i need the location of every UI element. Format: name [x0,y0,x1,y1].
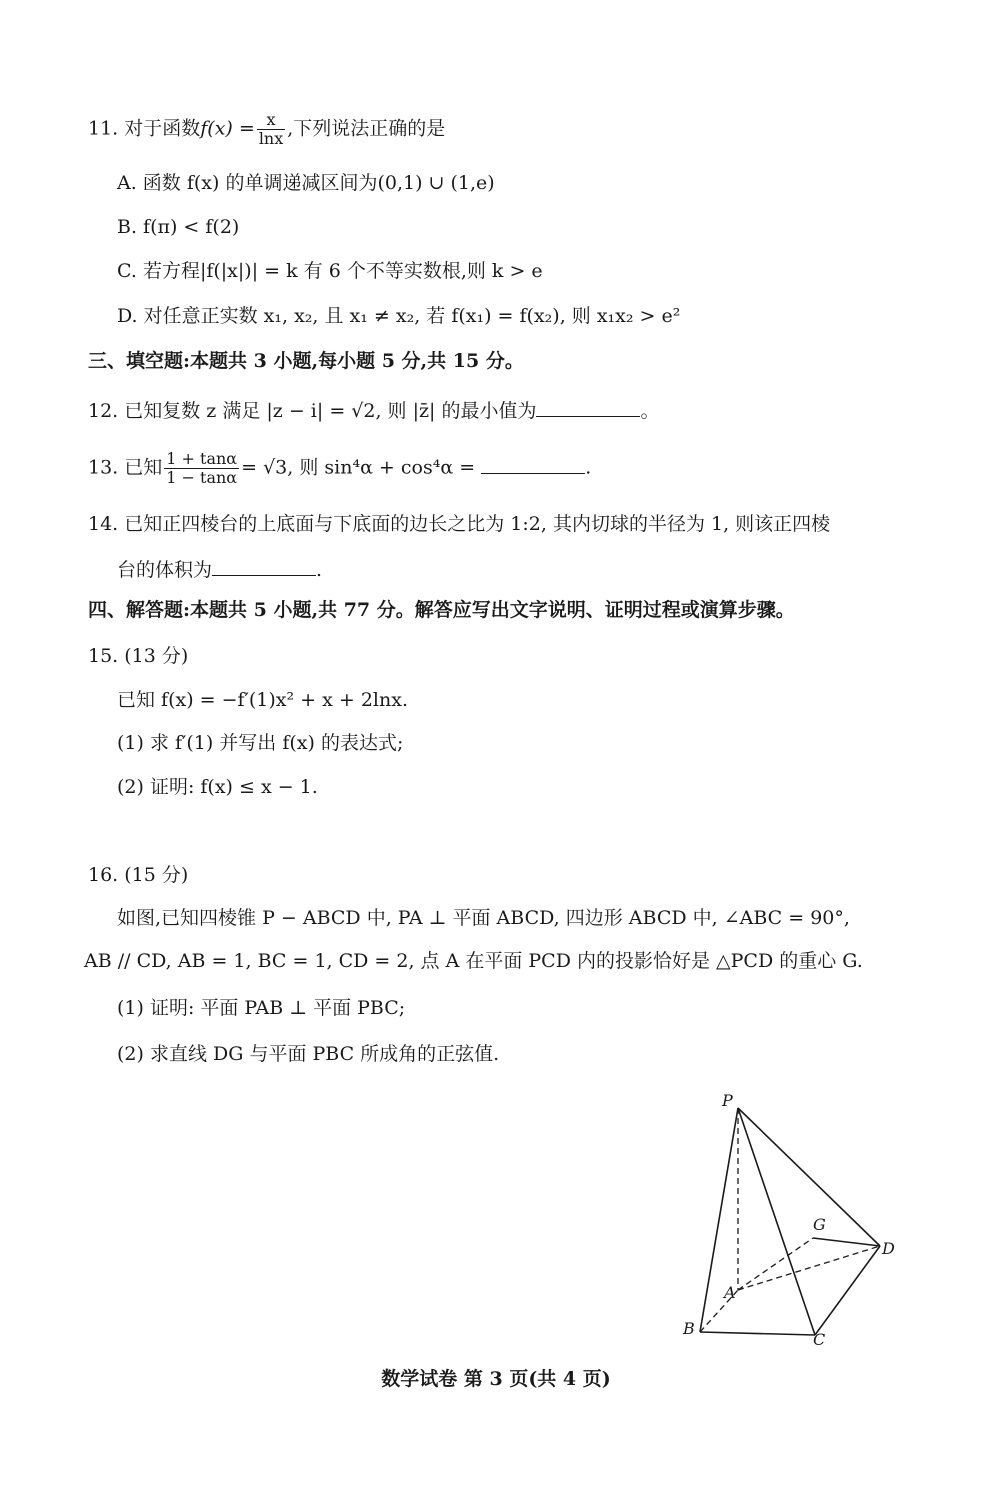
label-p: P [722,1091,733,1110]
q13-frac-num: 1 + tanα [166,449,238,468]
q13-end: . [585,456,592,479]
edge-pd [738,1108,880,1246]
q14-line-1: 14. 已知正四棱台的上底面与下底面的边长之比为 1:2, 其内切球的半径为 1, 则该正四棱 [88,513,831,535]
edge-ad [738,1246,880,1290]
label-g: G [813,1215,826,1234]
q15-head: 15. (13 分) [88,645,189,667]
edge-ag [738,1238,813,1290]
edge-gd [813,1238,880,1246]
q15-part-1: (1) 求 f′(1) 并写出 f(x) 的表达式; [117,732,404,754]
q11-lead: 11. 对于函数 [88,117,201,140]
q11-option-d: D. 对任意正实数 x₁, x₂, 且 x₁ ≠ x₂, 若 f(x₁) = f(x₂), 则 x₁x₂ > e² [117,305,681,327]
q11-option-b: B. f(π) < f(2) [117,216,240,238]
q13-lead: 13. 已知 [88,456,163,479]
q11-frac-den: lnx [258,129,284,148]
section-3-heading: 三、填空题:本题共 3 小题,每小题 5 分,共 15 分。 [88,350,524,372]
q13-frac-den: 1 − tanα [166,468,238,487]
label-c: C [813,1330,826,1349]
q14-line-2-text: 台的体积为 [117,559,213,581]
section-4-heading: 四、解答题:本题共 5 小题,共 77 分。解答应写出文字说明、证明过程或演算步骤。 [88,599,795,621]
q16-line-2: AB // CD, AB = 1, BC = 1, CD = 2, 点 A 在平面 PCD 内的投影恰好是 △PCD 的重心 G. [84,950,863,972]
q16-line-1: 如图,已知四棱锥 P − ABCD 中, PA ⊥ 平面 ABCD, 四边形 ABCD 中, ∠ABC = 90°, [117,907,850,929]
q14-end: . [316,559,323,581]
q15-part-2: (2) 证明: f(x) ≤ x − 1. [117,776,318,798]
edge-pc [738,1108,815,1335]
q12-text: 12. 已知复数 z 满足 |z − i| = √2, 则 |z̄| 的最小值为 [88,400,537,422]
q16-head: 16. (15 分) [88,864,189,886]
page-footer: 数学试卷 第 3 页(共 4 页) [381,1368,611,1390]
q11-frac-num: x [257,111,285,130]
q11-option-a: A. 函数 f(x) 的单调递减区间为(0,1) ∪ (1,e) [117,172,495,194]
q12-end: 。 [640,400,660,422]
q13-tail: = √3, 则 sin⁴α + cos⁴α = [241,456,476,479]
edge-bc [700,1332,815,1335]
label-b: B [683,1319,695,1338]
q11-fx: f(x) = [200,117,255,140]
q16-part-1: (1) 证明: 平面 PAB ⊥ 平面 PBC; [117,997,406,1019]
edge-cd [815,1246,880,1335]
q11-tail: ,下列说法正确的是 [287,117,446,140]
label-a: A [724,1283,736,1302]
label-d: D [882,1239,895,1258]
q11-option-c: C. 若方程|f(|x|)| = k 有 6 个不等实数根,则 k > e [117,260,543,282]
q15-stem: 已知 f(x) = −f′(1)x² + x + 2lnx. [117,689,408,711]
q16-part-2: (2) 求直线 DG 与平面 PBC 所成角的正弦值. [117,1043,500,1065]
